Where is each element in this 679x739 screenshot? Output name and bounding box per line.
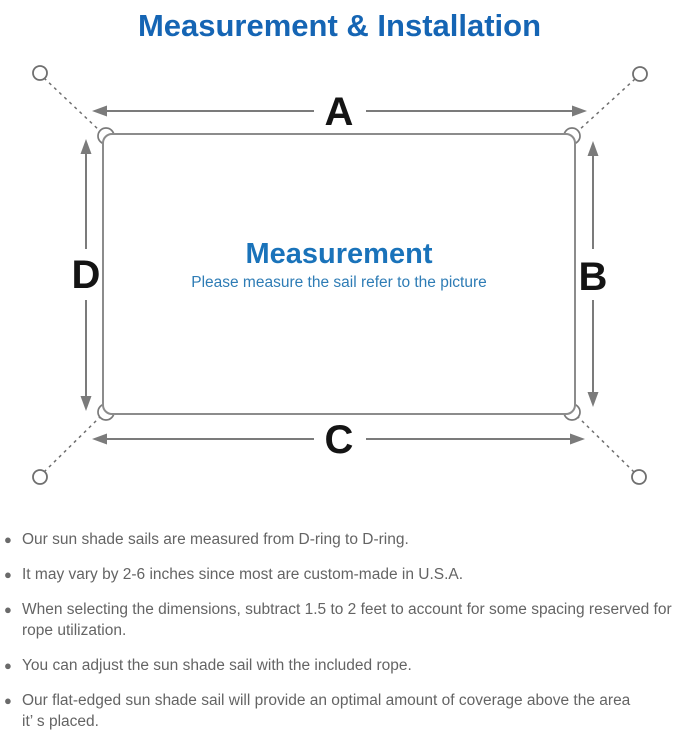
sail-heading: Measurement [245, 238, 433, 270]
arrowhead-right-down-icon [588, 392, 599, 407]
anchor-point-top-left [33, 66, 47, 80]
notes-list [0, 529, 679, 732]
arrowhead-bottom-left-icon [92, 434, 107, 445]
measurement-diagram [0, 54, 679, 514]
arrowhead-left-up-icon [81, 139, 92, 154]
bullet-icon: ● [4, 693, 12, 708]
sail-subheading: Please measure the sail refer to the picture [191, 274, 487, 291]
note-text: Our flat-edged sun shade sail will provide an optimal amount of coverage above the area it’ s placed. [22, 692, 631, 730]
note-text: Our sun shade sails are measured from D-ring to D-ring. [22, 531, 409, 548]
anchor-point-bottom-left [33, 470, 47, 484]
arrowhead-top-right-icon [572, 106, 587, 117]
rope-line-bottom-right [578, 417, 634, 472]
note-item [4, 564, 673, 585]
arrowhead-bottom-right-icon [570, 434, 585, 445]
rope-line-top-left [44, 78, 100, 131]
bullet-icon: ● [4, 567, 12, 582]
dimension-label-c: C [324, 418, 354, 462]
rope-line-top-right [578, 79, 635, 131]
note-text: You can adjust the sun shade sail with the included rope. [22, 657, 412, 674]
dimension-label-d: D [71, 253, 101, 297]
rope-line-bottom-left [44, 417, 100, 472]
note-item [4, 529, 673, 550]
anchor-point-bottom-right [632, 470, 646, 484]
dimension-label-a: A [324, 90, 354, 134]
arrowhead-right-up-icon [588, 141, 599, 156]
note-item [4, 599, 673, 641]
bullet-icon: ● [4, 602, 12, 617]
bullet-icon: ● [4, 532, 12, 547]
anchor-point-top-right [633, 67, 647, 81]
bullet-icon: ● [4, 658, 12, 673]
arrowhead-top-left-icon [92, 106, 107, 117]
note-text: It may vary by 2-6 inches since most are custom-made in U.S.A. [22, 566, 464, 583]
page-title: Measurement & Installation [137, 8, 542, 43]
dimension-label-b: B [578, 255, 608, 299]
note-item [4, 690, 673, 732]
arrowhead-left-down-icon [81, 396, 92, 411]
note-text: When selecting the dimensions, subtract 1.5 to 2 feet to account for some spacing reserved for rope utilization. [22, 601, 672, 639]
note-item [4, 655, 673, 676]
